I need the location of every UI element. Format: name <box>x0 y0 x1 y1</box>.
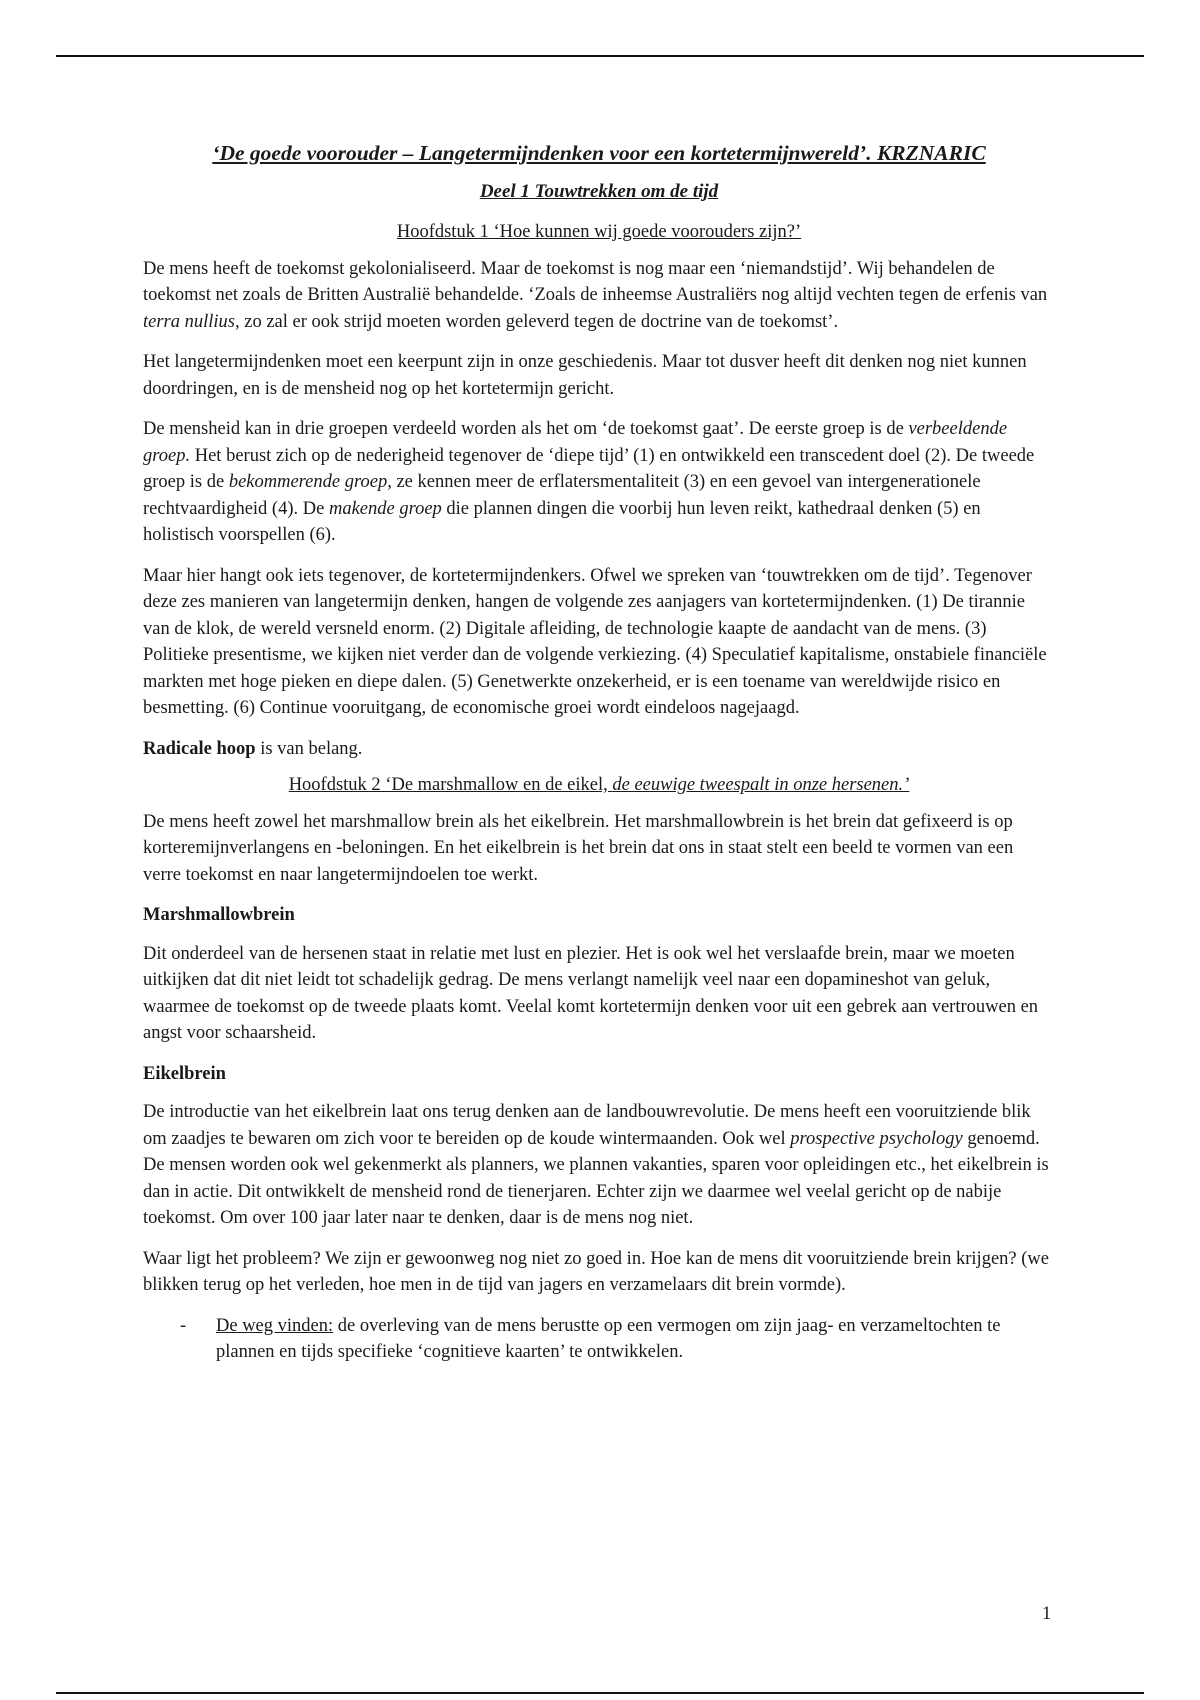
bullet-list <box>143 1313 1055 1366</box>
paragraph: De mens heeft zowel het marshmallow brein als het eikelbrein. Het marshmallowbrein is het brein dat gefixeerd is op korteremijnverlangens en -beloningen. En het eikelbrein is het brein dat ons in staat stelt een beeld te vormen van een verre toekomst en naar langetermijndoelen toe werkt. <box>143 811 1014 885</box>
chapter-1-title: Hoofdstuk 1 ‘Hoe kunnen wij goede voorouders zijn?’ <box>396 222 802 242</box>
page-content <box>143 140 1055 1366</box>
page-number: 1 <box>1042 1604 1052 1624</box>
paragraph: De mens heeft de toekomst gekolonialiseerd. Maar de toekomst is nog maar een ‘niemandstijd’. Wij behandelen de toekomst net zoals de Britten Australië behandelde. ‘Zoals de inheemse Australiërs nog altijd vechten tegen de erfenis van terra nullius, zo zal er ook strijd moeten worden geleverd tegen de doctrine van de toekomst’. <box>143 258 1048 332</box>
paragraph: De mensheid kan in drie groepen verdeeld worden als het om ‘de toekomst gaat’. De eerste groep is de verbeeldende groep. Het berust zich op de nederigheid tegenover de ‘diepe tijd’ (1) en ontwikkeld een transcedent doel (2). De tweede groep is de bekommerende groep, ze kennen meer de erflatersmentaliteit (3) en een gevoel van intergenerationele rechtvaardigheid (4). De makende groep die plannen dingen die voorbij hun leven reikt, kathedraal denken (5) en holistisch voorspellen (6). <box>143 419 1035 545</box>
chapter-2-title: Hoofdstuk 2 ‘De marshmallow en de eikel, de eeuwige tweespalt in onze hersenen.’ <box>288 775 910 795</box>
paragraph: Radicale hoop is van belang. <box>143 738 363 759</box>
paragraph: Dit onderdeel van de hersenen staat in relatie met lust en plezier. Het is ook wel het verslaafde brein, maar we moeten uitkijken dat dit niet leidt tot schadelijk gedrag. De mens verlangt namelijk veel naar een dopamineshot van geluk, waarmee de toekomst op de tweede plaats komt. Veelal komt kortetermijn denken voor uit een gebrek aan vertrouwen en angst voor schaarsheid. <box>143 943 1039 1043</box>
list-item-text: de overleving van de mens berustte op een vermogen om zijn jaag- en verzameltochten te plannen en tijds specifieke ‘cognitieve kaarten’ te ontwikkelen. <box>216 1315 1001 1362</box>
list-item-label: De weg vinden: <box>216 1315 334 1336</box>
section-heading: Marshmallowbrein <box>143 905 295 925</box>
part-title: Deel 1 Touwtrekken om de tijd <box>479 180 719 202</box>
dash-marker: - <box>180 1315 187 1336</box>
header-rule <box>56 55 1144 57</box>
document-title: ‘De goede voorouder – Langetermijndenken voor een kortetermijnwereld’. KRZNARIC <box>212 141 986 165</box>
paragraph: De introductie van het eikelbrein laat ons terug denken aan de landbouwrevolutie. De mens heeft een vooruitziende blik om zaadjes te bewaren om zich voor te bereiden op de koude wintermaanden. Ook wel prospective psychology genoemd. De mensen worden ook wel gekenmerkt als planners, we plannen vakanties, sparen voor opleidingen etc., het eikelbrein is dan in actie. Dit ontwikkelt de mensheid rond de tienerjaren. Echter zijn we daarmee wel veelal gericht op de nabije toekomst. Om over 100 jaar later naar te denken, daar is de mens nog niet. <box>143 1102 1049 1228</box>
list-item <box>143 1313 1055 1366</box>
section-heading: Eikelbrein <box>143 1063 226 1084</box>
paragraph: Waar ligt het probleem? We zijn er gewoonweg nog niet zo goed in. Hoe kan de mens dit vooruitziende brein krijgen? (we blikken terug op het verleden, hoe men in de tijd van jagers en verzamelaars dit brein vormde). <box>143 1248 1049 1295</box>
paragraph: Maar hier hangt ook iets tegenover, de kortetermijndenkers. Ofwel we spreken van ‘touwtrekken om de tijd’. Tegenover deze zes manieren van langetermijn denken, hangen de volgende zes aanjagers van kortetermijndenken. (1) De tirannie van de klok, de wereld versneld enorm. (2) Digitale afleiding, de technologie kaapte de aandacht van de mens. (3) Politieke presentisme, we kijken niet verder dan de volgende verkiezing. (4) Speculatief kapitalisme, onstabiele financiële markten met hoge pieken en diepe dalen. (5) Genetwerkte onzekerheid, er is een toename van wereldwijde risico en besmetting. (6) Continue vooruitgang, de economische groei wordt eindeloos nagejaagd. <box>143 565 1047 718</box>
paragraph: Het langetermijndenken moet een keerpunt zijn in onze geschiedenis. Maar tot dusver heeft dit denken nog niet kunnen doordringen, en is de mensheid nog op het kortetermijn gericht. <box>143 352 1027 399</box>
footer-rule <box>56 1692 1144 1694</box>
